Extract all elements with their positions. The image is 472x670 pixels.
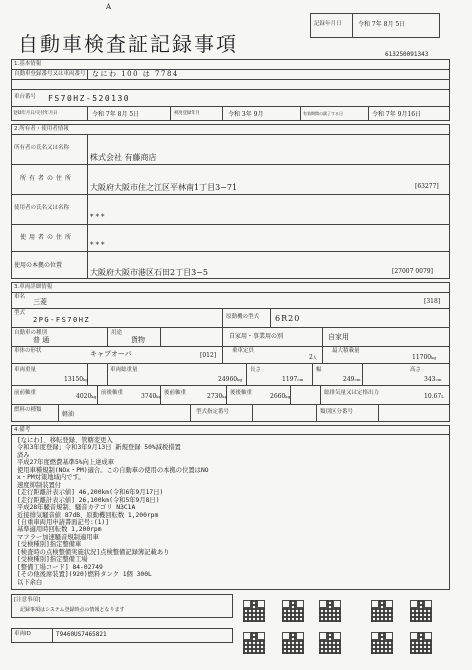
remark-line: 済み (17, 451, 30, 459)
base-location: 大阪府大阪市港区石田2丁目3−5 (90, 268, 208, 277)
private-label: 自家用・事業用の別 (229, 333, 284, 340)
sec1-header: 1.基本情報 (14, 61, 42, 67)
qr-code-1 (243, 600, 265, 622)
user-address: *** (90, 241, 107, 249)
owner-address-label: 所有者の住所 (20, 175, 75, 182)
qr-code-6 (243, 632, 265, 654)
width: 249cm (343, 376, 361, 383)
remark-line: 近接排気騒音値 87dB、原動機回転数 1,200rpm (17, 511, 159, 519)
private: 自家用 (328, 333, 349, 341)
remark-line: [自重車両用申請書面記号:(1)] (17, 518, 110, 526)
user-name-label: 使用者の氏名又は名称 (14, 205, 70, 211)
length-label: 長さ (250, 367, 262, 373)
remark-line: [走行距離計表示値] 26,100km(令和5年9月8日) (17, 496, 160, 504)
model: 2PG-FS70HZ (33, 316, 91, 324)
use-label: 用途 (111, 330, 123, 336)
base-location-label: 使用の本拠の位置 (14, 262, 63, 269)
rear-front-axle: 2730kg (207, 393, 228, 400)
firstreg-value: 令和 3年 9月 (228, 111, 264, 118)
engine: 6R20 (275, 314, 301, 323)
qr-code-10 (410, 632, 432, 654)
remark-line: [その他後席装置](920)燃料タンク 1個 300L (17, 571, 152, 579)
use: 貨物 (131, 336, 145, 344)
maker-label: 車名 (14, 294, 26, 300)
corner-mark: A (106, 3, 112, 11)
notes-text: 記録事項はシステム登録時点の情報となります (20, 607, 125, 613)
user-name: *** (90, 213, 107, 221)
owner-address-code: [63277] (415, 183, 439, 190)
record-date-value: 令和 7年 8月 5日 (358, 21, 406, 28)
qr-code-5 (410, 600, 432, 622)
vehicle-id-label: 車両ID (14, 631, 31, 637)
owner-name-label: 所有者の氏名又は名称 (14, 145, 70, 151)
shape-code: [012] (200, 352, 217, 359)
base-location-code: [27007 0079] (392, 268, 433, 275)
gross-weight: 24960kg (218, 376, 243, 383)
vehicle-detail-section (11, 282, 450, 422)
firstreg-label: 初度登録年月 (174, 111, 200, 116)
shape-label: 車体の形状 (14, 348, 42, 354)
sec2-header: 2.所有者・使用者情報 (14, 126, 69, 132)
remark-line: 平成27年度燃費基準5%向上達成車 (17, 459, 115, 467)
front-rear-axle-label: 前後軸重 (101, 390, 124, 396)
sec4-header: 4.備考 (14, 427, 31, 433)
qr-code-4 (371, 600, 393, 622)
capacity: 2人 (309, 354, 317, 361)
capacity-label: 乗車定員 (232, 348, 255, 354)
fuel: 軽油 (62, 411, 75, 418)
max-load: 11700kg (412, 354, 437, 361)
engine-label: 原動機の型式 (226, 314, 260, 320)
remark-line: [受検種別]指定整備工場 (17, 556, 88, 564)
front-rear-axle: 3740kg (141, 393, 162, 400)
model-label: 型式 (14, 310, 26, 316)
width-label: 幅 (316, 367, 322, 373)
length: 1197cm (282, 376, 304, 383)
chassis-value: FS70HZ-520130 (48, 94, 131, 103)
rear-front-axle-label: 後前軸重 (164, 390, 187, 396)
category-number-label: 類別区分番号 (320, 409, 354, 415)
weight-label: 車両重量 (14, 367, 37, 373)
expiry-value: 令和 7年 9月16日 (372, 111, 422, 118)
front-front-axle-label: 前前軸重 (14, 390, 37, 396)
qr-code-2 (282, 600, 304, 622)
qr-code-7 (282, 632, 304, 654)
remark-line: 使用車種規制(NOx・PM)適合。この自動車の使用の本拠の位置はNO (17, 466, 209, 474)
remark-line: 令和3年度登録」令和3年9月13日 新規登録 50%減税措置 (17, 444, 181, 452)
kind-label: 自動車の種別 (14, 330, 48, 336)
page-title: 自動車検査証記録事項 (18, 32, 238, 56)
remark-line: [なにわ]、移転登録、管轄変更入 (17, 437, 113, 444)
rear-rear-axle-label: 後後軸重 (230, 390, 253, 396)
sec3-header: 3.車両詳細情報 (14, 284, 53, 290)
notes-header: [注意事項] (14, 597, 41, 603)
expiry-label: 有効期間の満了する日 (303, 111, 343, 116)
height: 343cm (424, 376, 442, 383)
max-load-label: 最大積載量 (332, 348, 360, 354)
rear-rear-axle: 2660kg (270, 393, 291, 400)
notes-box (11, 594, 233, 618)
front-front-axle: 4020kg (76, 393, 97, 400)
remark-line: 平成28年騒音規制、騒音カテゴリ N3C1A (17, 504, 136, 512)
owner-name: 株式会社 有藤商店 (90, 153, 157, 162)
type-designation-label: 型式指定番号 (196, 409, 230, 415)
fuel-label: 燃料の種類 (14, 407, 42, 413)
qr-code-8 (319, 632, 341, 654)
remark-line: マフラー加速騒音規制適用車 (17, 533, 99, 541)
height-label: 高さ (410, 367, 422, 373)
displacement: 10.67L (424, 393, 444, 400)
remark-line: x・PM対策地域内です。 (17, 474, 85, 482)
gross-weight-label: 車両総重量 (110, 367, 138, 373)
maker-code: [318] (424, 298, 441, 305)
remark-line: [走行距離計表示値] 46,200km(令和6年9月17日) (17, 489, 164, 497)
user-address-label: 使用者の住所 (20, 234, 75, 241)
chassis-label: 車台番号 (14, 94, 37, 100)
remark-line: 速度抑制装置付 (17, 481, 62, 489)
remark-line: 以下余白 (17, 578, 43, 586)
vehicle-id-value: T9460US7465821 (56, 631, 107, 638)
remark-line: [検査時の点検整備実施状況]点検整備記録簿記載あり (17, 548, 170, 556)
qr-code-3 (319, 600, 341, 622)
vehicle-id-box (11, 628, 233, 643)
remark-line: 基準適用時回転数 1,200rpm (17, 526, 102, 534)
shape: キャブオーバ (90, 350, 132, 358)
weight: 13150kg (64, 376, 89, 383)
regdate-value: 令和 7年 8月 5日 (92, 111, 140, 118)
document-number: 613250091343 (385, 51, 429, 58)
kind: 普 通 (33, 336, 50, 344)
regdate-label: 登録年月日/交付年月日 (13, 111, 58, 116)
reg-number-value: なにわ 100 は 7784 (92, 70, 179, 78)
remark-line: [受検種別]指定整備車 (17, 541, 82, 549)
owner-address: 大阪府大阪市住之江区平林南1丁目3−71 (90, 183, 238, 192)
qr-code-9 (371, 632, 393, 654)
maker: 三菱 (33, 298, 47, 306)
reg-number-label: 自動車登録番号又は車両番号 (14, 71, 86, 77)
owner-user-section (11, 124, 450, 279)
remark-line: [整備工場コード] 84-02749 (17, 563, 103, 571)
displacement-label: 総排気量又は定格出力 (324, 390, 380, 396)
record-date-label: 記録年月日 (314, 21, 342, 27)
